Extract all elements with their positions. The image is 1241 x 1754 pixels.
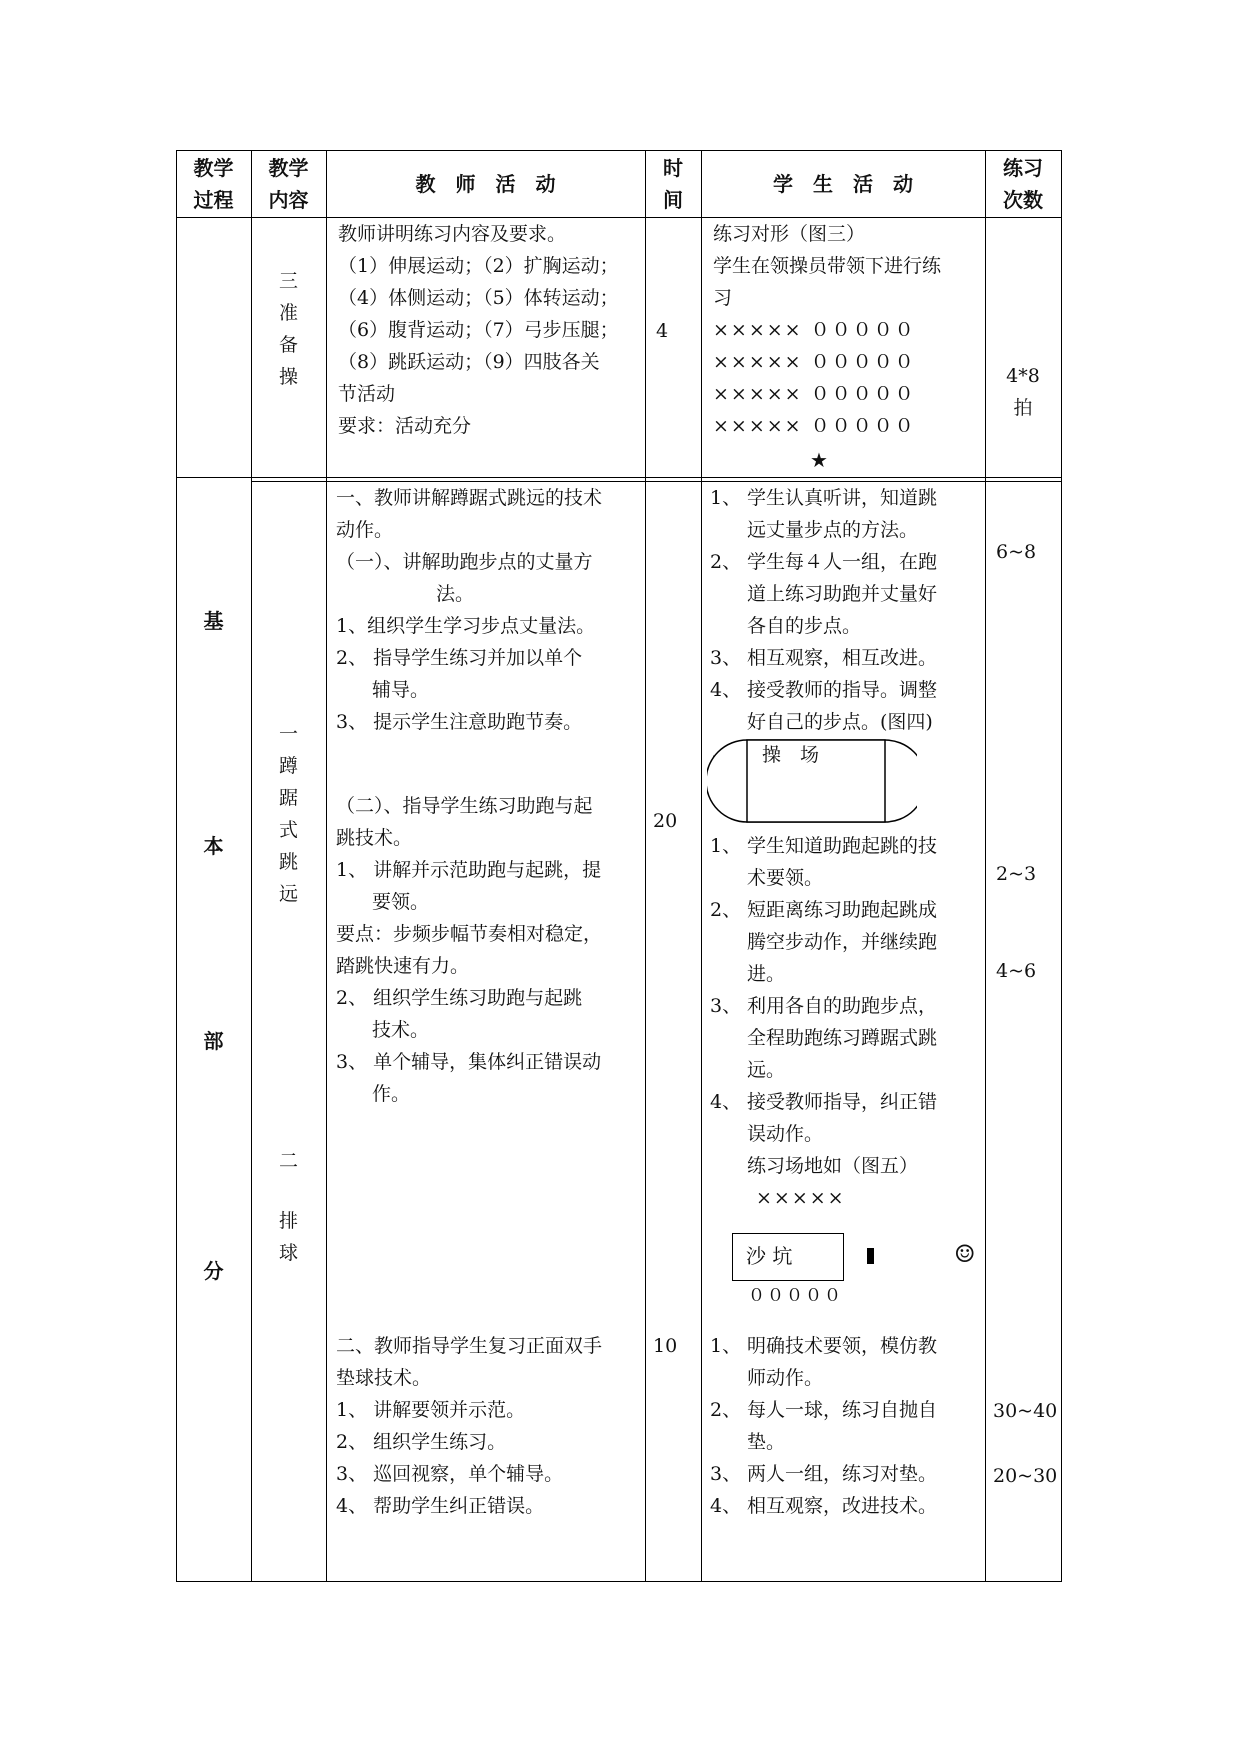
text-line: 要求：活动充分 (338, 415, 472, 437)
text-line: 踏跳快速有力。 (336, 955, 470, 977)
text-line: 习 (713, 287, 733, 309)
list-text: 练习场地如（图五） (747, 1155, 919, 1177)
list-text: 学生认真听讲，知道跳 (747, 487, 938, 509)
list-item (710, 1150, 980, 1182)
list-text: 两人一组，练习对垫。 (747, 1463, 938, 1485)
text-line: （8）跳跃运动；（9）四肢各关 (338, 351, 600, 373)
lesson-plan-table (176, 150, 1062, 1582)
list-text: 道上练习助跑并丈量好 (747, 583, 938, 605)
header-student: 学 生 活 动 (773, 172, 913, 196)
prep-content-char: 准 (278, 302, 298, 324)
formation-row: ××××× ０００００ (713, 415, 916, 437)
grid-line (645, 150, 646, 1582)
content-char: 排 (278, 1210, 298, 1232)
text-line: 3、 提示学生注意助跑节奏。 (336, 711, 583, 733)
list-text: 进。 (747, 963, 786, 985)
reps-value: 2~3 (996, 863, 1037, 885)
text-line: 3、 单个辅导，集体纠正错误动 (336, 1051, 602, 1073)
star-icon: ★ (810, 448, 828, 472)
list-number (710, 926, 747, 958)
list-item (710, 482, 980, 514)
text-line: 学生在领操员带领下进行练 (713, 255, 942, 277)
list-text: 各自的步点。 (747, 615, 862, 637)
header-process (176, 152, 251, 216)
header-teacher: 教 师 活 动 (415, 172, 556, 196)
content-char: 踞 (278, 787, 298, 809)
list-text: 术要领。 (747, 867, 824, 889)
list-item (710, 990, 980, 1022)
list-text: 接受教师指导，纠正错 (747, 1091, 938, 1113)
header-text: 间 (663, 188, 683, 212)
list-number (710, 1426, 747, 1458)
header-reps (985, 152, 1061, 216)
list-item (710, 546, 980, 578)
list-text: 相互观察，相互改进。 (747, 647, 938, 669)
teacher-long-jump-2 (336, 790, 642, 1110)
list-number (710, 862, 747, 894)
text-line: 跳技术。 (336, 827, 413, 849)
list-text: 相互观察，改进技术。 (747, 1495, 938, 1517)
prep-content-char: 三 (278, 270, 298, 292)
student-long-jump-1 (710, 482, 980, 738)
list-item (710, 610, 980, 642)
list-item (710, 1426, 980, 1458)
text-line: 技术。 (372, 1019, 430, 1041)
list-text: 远。 (747, 1059, 786, 1081)
list-item (710, 830, 980, 862)
content-char: 式 (278, 819, 298, 841)
text-line: （6）腹背运动；（7）弓步压腿； (338, 319, 619, 341)
content-volleyball (251, 1145, 326, 1269)
text-line: 一、教师讲解蹲踞式跳远的技术 (336, 487, 603, 509)
smiley-icon: ☺ (954, 1240, 976, 1268)
content-char: 蹲 (278, 755, 298, 777)
list-text: 垫。 (747, 1431, 786, 1453)
formation-row: ××××× ０００００ (713, 383, 916, 405)
list-number: 3、 (710, 647, 742, 669)
teacher-long-jump-1 (336, 482, 642, 738)
list-item (710, 862, 980, 894)
content-char: 二 (278, 1150, 298, 1172)
text-line: 2、 组织学生练习。 (336, 1431, 507, 1453)
text-line: 练习对形（图三） (713, 223, 866, 245)
text-line: 2、 组织学生练习助跑与起跳 (336, 987, 583, 1009)
list-text: 利用各自的助跑步点， (747, 995, 938, 1017)
spacer (251, 1177, 326, 1205)
list-text: 接受教师的指导。调整 (747, 679, 938, 701)
list-number (710, 958, 747, 990)
list-text: 学生每４人一组，在跑 (747, 551, 938, 573)
list-item (710, 578, 980, 610)
grid-line (176, 477, 1062, 478)
text-line: （4）体侧运动；（5）体转运动； (338, 287, 619, 309)
list-item (710, 706, 980, 738)
list-text: 每人一球，练习自抛自 (747, 1399, 938, 1421)
prep-teacher (338, 218, 643, 442)
text-line: 1、组织学生学习步点丈量法。 (336, 615, 596, 637)
list-number (710, 1362, 747, 1394)
formation-row: ××××× ０００００ (713, 351, 916, 373)
list-item (710, 1118, 980, 1150)
text-line: 4*8 (1006, 365, 1040, 387)
list-text: 明确技术要领，模仿教 (747, 1335, 938, 1357)
list-text: 短距离练习助跑起跳成 (747, 899, 938, 921)
content-char: 跳 (278, 851, 298, 873)
prep-time: 4 (656, 320, 669, 342)
list-number: 4、 (710, 1495, 742, 1517)
content-char: 球 (278, 1242, 298, 1264)
header-text: 内容 (268, 188, 309, 212)
time-volleyball: 10 (653, 1335, 678, 1357)
text-line: 作。 (372, 1083, 411, 1105)
header-text: 教学 (268, 156, 309, 180)
time-long-jump: 20 (653, 810, 678, 832)
text-line: 节活动 (338, 383, 396, 405)
list-number (710, 610, 747, 642)
text-line: 二、教师指导学生复习正面双手 (336, 1335, 603, 1357)
list-number: 3、 (710, 1463, 742, 1485)
text-line: 拍 (1013, 397, 1033, 419)
grid-line (176, 150, 1062, 151)
header-text: 时 (663, 156, 683, 180)
list-item (710, 926, 980, 958)
header-time (645, 152, 701, 216)
list-number (710, 1118, 747, 1150)
process-char: 基 (203, 609, 224, 633)
list-number: 4、 (710, 1091, 742, 1113)
list-item (710, 642, 980, 674)
text-line: 3、 巡回视察，单个辅导。 (336, 1463, 564, 1485)
text-line: 4、 帮助学生纠正错误。 (336, 1495, 545, 1517)
list-number: 1、 (710, 835, 742, 857)
list-item (710, 1490, 980, 1522)
text-line: （1）伸展运动；（2）扩胸运动； (338, 255, 619, 277)
fig5-circles: ０００００ (748, 1286, 843, 1306)
list-item (710, 1330, 980, 1362)
process-char: 本 (203, 834, 224, 858)
list-text: 全程助跑练习蹲踞式跳 (747, 1027, 938, 1049)
content-long-jump (251, 718, 326, 910)
teacher-volleyball (336, 1330, 642, 1522)
formation-row: ××××× ０００００ (713, 319, 916, 341)
list-item (710, 1086, 980, 1118)
text-line: 垫球技术。 (336, 1367, 432, 1389)
process-char: 部 (203, 1029, 224, 1053)
list-number: 2、 (710, 551, 742, 573)
list-number: 1、 (710, 487, 742, 509)
field-label: 操 场 (762, 744, 820, 766)
content-char: 远 (278, 883, 298, 905)
text-line: 法。 (436, 583, 475, 605)
student-volleyball (710, 1330, 980, 1522)
sandpit-label: 沙 坑 (746, 1244, 793, 1268)
header-text: 次数 (1003, 188, 1043, 212)
text-line: （一）、讲解助跑步点的丈量方 (336, 551, 593, 573)
list-item (710, 1394, 980, 1426)
prep-content (251, 265, 326, 393)
prep-content-char: 操 (278, 366, 298, 388)
list-number: 1、 (710, 1335, 742, 1357)
reps-value: 4~6 (996, 960, 1037, 982)
list-item (710, 674, 980, 706)
list-text: 误动作。 (747, 1123, 824, 1145)
text-line: 要点：步频步幅节奏相对稳定， (336, 923, 603, 945)
list-item (710, 514, 980, 546)
list-item (710, 1458, 980, 1490)
text-line: 教师讲明练习内容及要求。 (338, 223, 567, 245)
list-item (710, 894, 980, 926)
list-text: 好自己的步点。(图四) (747, 711, 933, 733)
text-line: （二）、指导学生练习助跑与起 (336, 795, 593, 817)
header-text: 教学 (193, 156, 234, 180)
list-item (710, 958, 980, 990)
list-number (710, 578, 747, 610)
prep-student (713, 218, 983, 442)
list-number (710, 706, 747, 738)
list-number (710, 514, 747, 546)
text-line: 2、 指导学生练习并加以单个 (336, 647, 583, 669)
text-line: 1、 讲解要领并示范。 (336, 1399, 526, 1421)
list-text: 远丈量步点的方法。 (747, 519, 919, 541)
content-char: 一 (278, 723, 298, 745)
reps-value: 6~8 (996, 541, 1037, 563)
reps-value: 30~40 (993, 1400, 1058, 1422)
grid-line (176, 1581, 1062, 1582)
fig5-runners: ××××× (756, 1187, 846, 1209)
list-number (710, 1054, 747, 1086)
text-line: 动作。 (336, 519, 394, 541)
list-text: 师动作。 (747, 1367, 824, 1389)
list-number: 2、 (710, 1399, 742, 1421)
student-long-jump-2 (710, 830, 980, 1182)
takeoff-board-icon (867, 1248, 874, 1264)
process-char: 分 (203, 1259, 224, 1283)
grid-line (701, 150, 702, 1582)
list-number: 4、 (710, 679, 742, 701)
header-content (251, 152, 326, 216)
grid-line (326, 150, 327, 1582)
grid-line (176, 150, 177, 1582)
header-text: 过程 (193, 188, 234, 212)
header-text: 练习 (1003, 156, 1043, 180)
list-item (710, 1362, 980, 1394)
list-item (710, 1054, 980, 1086)
list-text: 腾空步动作，并继续跑 (747, 931, 938, 953)
list-number: 2、 (710, 899, 742, 921)
prep-content-char: 备 (278, 334, 298, 356)
text-line: 要领。 (372, 891, 430, 913)
list-number (710, 1150, 747, 1182)
list-item (710, 1022, 980, 1054)
prep-reps (985, 360, 1061, 424)
reps-value: 20~30 (993, 1465, 1058, 1487)
grid-line (1061, 150, 1062, 1582)
text-line: 1、 讲解并示范助跑与起跳，提 (336, 859, 602, 881)
text-line: 辅导。 (372, 679, 430, 701)
list-number (710, 1022, 747, 1054)
list-number: 3、 (710, 995, 742, 1017)
list-text: 学生知道助跑起跳的技 (747, 835, 938, 857)
